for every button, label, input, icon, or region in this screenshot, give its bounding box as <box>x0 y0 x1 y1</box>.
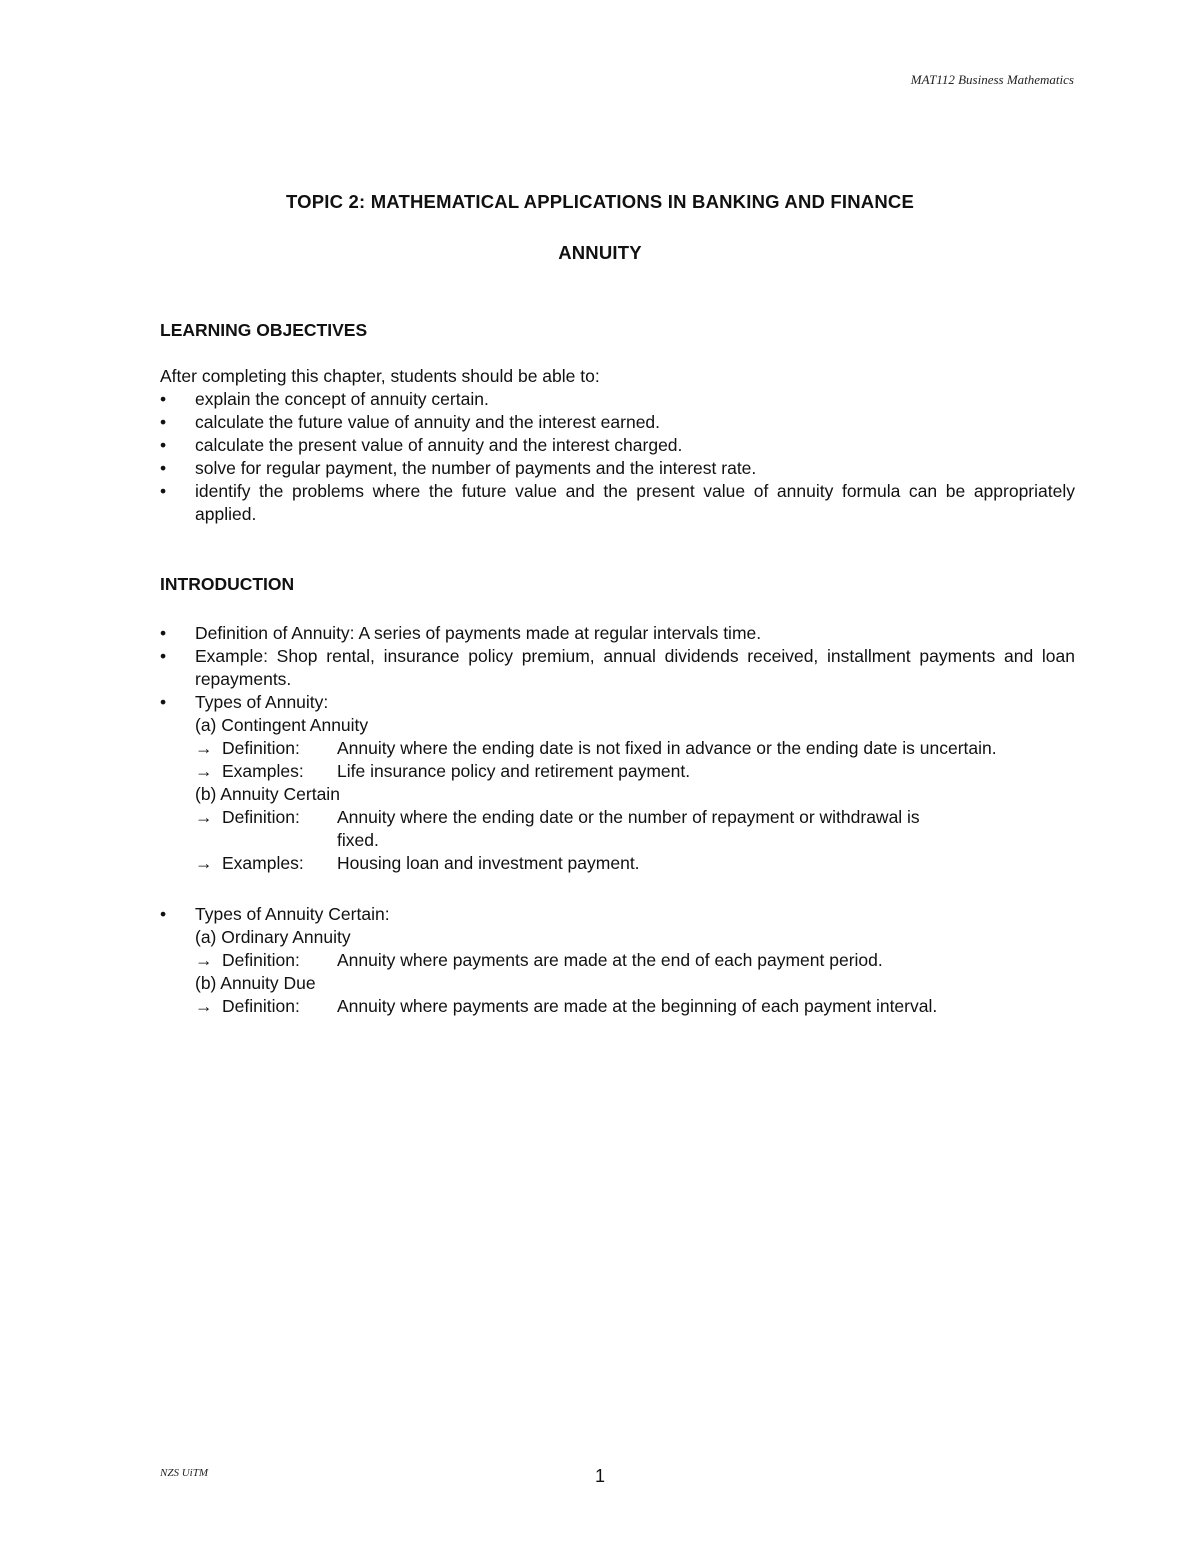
learning-objectives-heading: LEARNING OBJECTIVES <box>160 320 368 340</box>
bullet-icon: • <box>160 481 167 501</box>
bullet-icon: • <box>160 389 167 409</box>
list-item: • identify the problems where the future value and the present value of annuity formula can be appropriately applied. <box>160 481 1075 524</box>
topic-title: TOPIC 2: MATHEMATICAL APPLICATIONS IN BANKING AND FINANCE <box>285 191 915 212</box>
contingent-examples: → Examples: Life insurance policy and retirement payment. <box>195 761 691 781</box>
list-item <box>160 691 1075 714</box>
annuity-example: Example: Shop rental, insurance policy premium, annual dividends received, installment payments and loan repayments. <box>195 646 1075 689</box>
annuity-due-label: (b) Annuity Due <box>195 973 316 993</box>
footer-author: NZS UiTM <box>160 1467 208 1479</box>
header-course-label: MAT112 Business Mathematics <box>910 72 1074 87</box>
types-of-annuity-label: Types of Annuity: <box>195 692 329 712</box>
bullet-icon: • <box>160 458 167 478</box>
contingent-definition: → Definition: Annuity where the ending date is not fixed in advance or the ending date is uncertain. <box>195 738 997 758</box>
arrow-icon: → <box>195 807 213 827</box>
list-item: • calculate the present value of annuity and the interest charged. <box>160 435 683 455</box>
annuity-certain-label: (b) Annuity Certain <box>195 784 340 804</box>
annuity-definition: Definition of Annuity: A series of payments made at regular intervals time. <box>195 623 762 643</box>
objectives-intro: After completing this chapter, students should be able to: <box>160 366 600 386</box>
types-certain-block <box>160 926 1075 1018</box>
certain-definition: → Definition: Annuity where the ending date or the number of repayment or withdrawal is fixed. <box>195 807 920 850</box>
certain-examples: → Examples: Housing loan and investment payment. <box>195 853 640 873</box>
bullet-icon: • <box>160 904 167 924</box>
ordinary-definition: → Definition: Annuity where payments are made at the end of each payment period. <box>195 950 883 970</box>
ordinary-annuity-label: (a) Ordinary Annuity <box>195 927 351 947</box>
types-certain-list <box>160 903 1075 926</box>
list-item <box>160 903 1075 926</box>
objectives-list <box>160 388 1075 526</box>
arrow-icon: → <box>195 853 213 873</box>
bullet-icon: • <box>160 623 167 643</box>
list-item <box>160 622 1075 645</box>
list-item: • explain the concept of annuity certain. <box>160 389 489 409</box>
subject-title: ANNUITY <box>558 242 642 263</box>
page-number: 1 <box>594 1466 605 1486</box>
arrow-icon: → <box>195 761 213 781</box>
types-of-annuity-certain-label: Types of Annuity Certain: <box>195 904 390 924</box>
list-item <box>160 645 1075 691</box>
contingent-annuity-label: (a) Contingent Annuity <box>195 715 369 735</box>
bullet-icon: • <box>160 412 167 432</box>
arrow-icon: → <box>195 738 213 758</box>
list-item: • calculate the future value of annuity and the interest earned. <box>160 412 661 432</box>
arrow-icon: → <box>195 996 213 1016</box>
bullet-icon: • <box>160 692 167 712</box>
introduction-heading: INTRODUCTION <box>160 574 295 594</box>
bullet-icon: • <box>160 435 167 455</box>
introduction-list <box>160 622 1075 714</box>
bullet-icon: • <box>160 646 167 666</box>
types-of-annuity-block <box>160 714 1075 875</box>
arrow-icon: → <box>195 950 213 970</box>
list-item: • solve for regular payment, the number of payments and the interest rate. <box>160 458 757 478</box>
due-definition: → Definition: Annuity where payments are made at the beginning of each payment interval. <box>195 996 938 1016</box>
